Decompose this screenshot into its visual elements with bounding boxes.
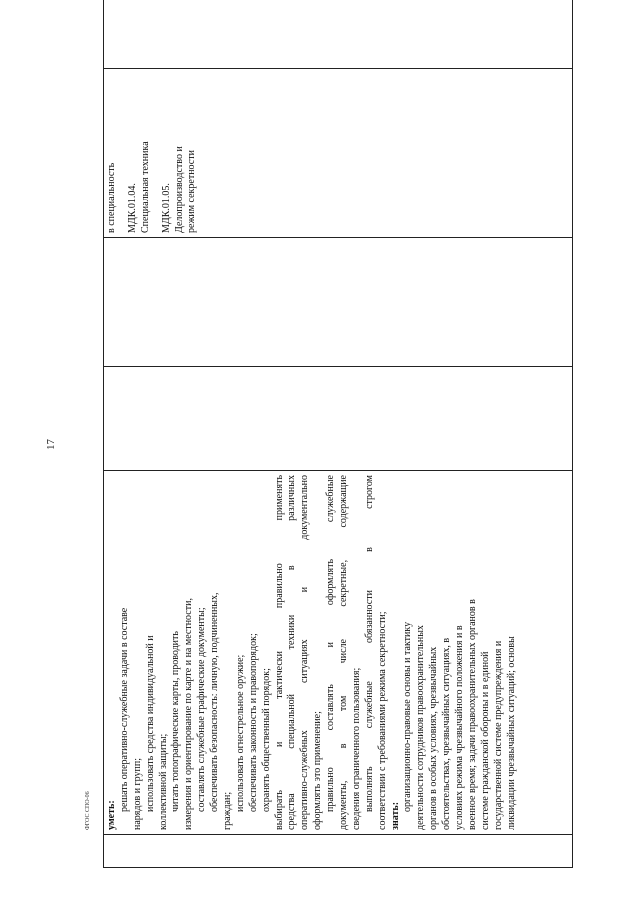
znat-line: органов в особых условиях, чрезвычайных bbox=[428, 646, 440, 830]
umet-heading: уметь: bbox=[106, 800, 117, 830]
umet-line: обеспечивать законность и правопорядок; bbox=[247, 633, 259, 812]
znat-line: ликвидации чрезвычайных ситуаций; основы bbox=[505, 636, 517, 830]
znat-line: обстоятельствах, чрезвычайных ситуациях, в bbox=[441, 637, 453, 830]
empty-cell bbox=[104, 367, 573, 471]
empty-cell bbox=[104, 238, 573, 367]
umet-line: обеспечивать безопасность: личную, подчиненных, bbox=[209, 592, 221, 812]
umet-line: нарядов и групп; bbox=[131, 757, 143, 830]
mdk-name: Делопроизводство и bbox=[173, 146, 185, 233]
mdk-code: МДК.01.05. bbox=[160, 183, 172, 233]
standard-code: ФГОС СПО-06 bbox=[85, 791, 91, 830]
umet-line: выбирать и тактически правильно применять bbox=[273, 475, 285, 830]
znat-line: системе гражданской обороны и в единой bbox=[479, 651, 491, 830]
umet-line: измерения и ориентирование по карте и на местности, bbox=[183, 598, 195, 830]
umet-line: сведения ограниченного пользования; bbox=[350, 667, 362, 830]
table-grid bbox=[103, 0, 573, 868]
umet-line: выполнять служебные обязанности в строгом bbox=[363, 475, 375, 812]
umet-line: охранять общественный порядок; bbox=[260, 668, 272, 812]
index-cell bbox=[104, 835, 573, 868]
umet-line: читать топографические карты, проводить bbox=[170, 631, 182, 812]
empty-cell bbox=[104, 0, 573, 69]
mdk-name: режим секретности bbox=[186, 150, 198, 233]
modules-cell bbox=[104, 69, 573, 238]
skills-knowledge-cell bbox=[104, 471, 573, 835]
mdk-name: Специальная техника bbox=[139, 141, 151, 233]
module-intro: в специальность bbox=[106, 162, 117, 233]
umet-line: оформлять это применение; bbox=[312, 711, 324, 830]
page-number: 17 bbox=[45, 439, 57, 450]
umet-line: средства специальной техники в различных bbox=[286, 475, 298, 830]
znat-line: организационно-правовые основы и тактику bbox=[402, 621, 414, 812]
znat-line: военное время; задачи правоохранительных органов в bbox=[466, 599, 478, 830]
znat-line: государственной системе предупреждения и bbox=[492, 640, 504, 830]
competency-table bbox=[103, 29, 573, 868]
umet-line: оперативно-служебных ситуациях и документально bbox=[299, 475, 311, 830]
umet-line: составлять служебные графические документы; bbox=[196, 607, 208, 812]
umet-line: граждан; bbox=[222, 791, 234, 830]
umet-line: соответствии с требованиями режима секретности; bbox=[376, 611, 388, 830]
umet-line: коллективной защиты; bbox=[157, 733, 169, 830]
table-row bbox=[104, 0, 573, 868]
znat-heading: знать: bbox=[389, 801, 401, 830]
znat-line: условиях режима чрезвычайного положения и в bbox=[454, 625, 466, 830]
mdk-code: МДК.01.04. bbox=[126, 183, 138, 233]
umet-line: правильно составлять и оформлять служебные bbox=[325, 475, 337, 812]
znat-line: деятельности сотрудников правоохранительных bbox=[415, 625, 427, 830]
umet-line: использовать огнестрельное оружие; bbox=[234, 654, 246, 812]
umet-line: решать оперативно-служебные задачи в составе bbox=[118, 607, 130, 812]
umet-line: документы, в том числе секретные, содержащие bbox=[338, 475, 350, 830]
umet-line: использовать средства индивидуальной и bbox=[144, 635, 156, 812]
